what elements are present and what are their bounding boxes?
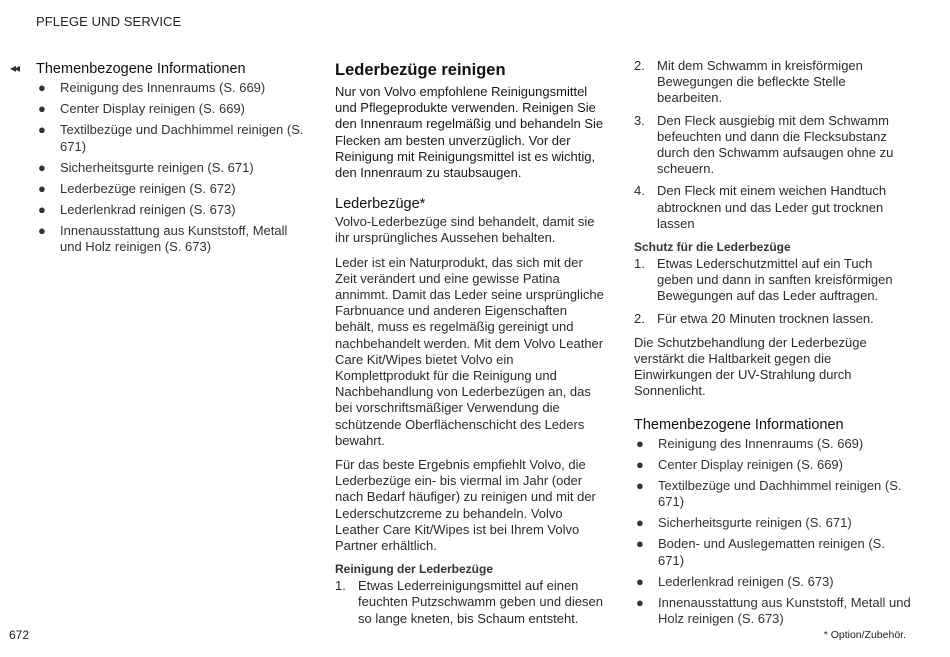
cleaning-steps [335,578,607,627]
bullet-icon: ● [636,477,644,493]
related-link[interactable]: ● Sicherheitsgurte reinigen (S. 671) [38,159,254,175]
related-link[interactable]: ● Lederlenkrad reinigen (S. 673) [38,201,236,217]
right-column [634,58,912,632]
left-related-panel [36,58,308,260]
related-link[interactable]: ● Reinigung des Innenraums (S. 669) [636,435,864,451]
bullet-icon: ● [636,594,644,610]
bullet-icon: ● [38,159,46,175]
step-item: 4. Den Fleck mit einem weichen Handtuch abtrocknen und das Leder gut trocknen lassen [634,183,887,231]
bullet-icon: ● [636,435,644,451]
paragraph: Volvo-Lederbezüge sind behandelt, damit sie ihr ursprüngliches Aussehen behalten. [335,214,595,246]
related-link[interactable]: ● Boden- und Auslegematten reinigen (S. 671) [636,536,885,568]
cleaning-steps-continued [634,58,912,232]
related-link[interactable]: ● Innenausstattung aus Kunststoff, Metall und Holz reinigen (S. 673) [636,594,911,627]
step-item: 3. Den Fleck ausgiebig mit dem Schwamm befeuchten und dann die Flecksubstanz durch den Schwamm aufsaugen ohne zu scheuern. [634,112,894,177]
related-link[interactable]: ● Center Display reinigen (S. 669) [636,456,843,472]
page-number: 672 [9,628,30,642]
bullet-icon: ● [636,536,644,552]
right-related-list [634,436,912,628]
step-item: 2. Mit dem Schwamm in kreisförmigen Bewegungen die befleckte Stelle bearbeiten. [634,58,863,106]
subheading-leather: Lederbezüge* [335,196,426,213]
left-related-list [36,80,308,256]
related-link[interactable]: ● Lederlenkrad reinigen (S. 673) [636,573,834,589]
step-item: 1. Etwas Lederschutzmittel auf ein Tuch geben und dann in sanften kreisförmigen Bewegungen auf das Leder auftragen. [634,256,893,304]
related-link[interactable]: ● Innenausstattung aus Kunststoff, Metall und Holz reinigen (S. 673) [38,222,288,254]
main-article [335,58,607,635]
step-item: 1. Etwas Lederreinigungsmittel auf einen feuchten Putzschwamm geben und diesen so lange kneten, bis Schaum entsteht. [335,578,603,626]
footnote: * Option/Zubehör. [823,629,906,641]
protect-note: Die Schutzbehandlung der Lederbezüge verstärkt die Haltbarkeit gegen die Einwirkungen der UV-Strahlung durch Sonnenlicht. [634,334,867,399]
bullet-icon: ● [38,122,46,137]
right-related-title: Themenbezogene Informationen [634,416,844,433]
paragraph: Für das beste Ergebnis empfiehlt Volvo, die Lederbezüge ein- bis viermal im Jahr (oder nach Bedarf häufiger) zu reinigen und mit der Lederschutzcreme zu behandeln. Volvo Leather Care Kit/Wipes ist bei Ihrem Volvo Partner erhältlich. [335,457,596,554]
bullet-icon: ● [38,101,46,116]
bullet-icon: ● [636,515,644,531]
bullet-icon: ● [636,456,644,472]
related-link[interactable]: ● Textilbezüge und Dachhimmel reinigen (S. 671) [636,477,902,510]
related-link[interactable]: ● Lederbezüge reinigen (S. 672) [38,180,236,196]
intro-paragraph: Nur von Volvo empfohlene Reinigungsmittel und Pflegeprodukte verwenden. Reinigen Sie den Innenraum regelmäßig und behandeln Sie Flecken am besten unverzüglich. Vor der Reinigung mit Reinigungsmittel ist es wichtig, den Innenraum zu staubsaugen. [335,84,604,181]
bullet-icon: ● [636,573,644,589]
page-title: Lederbezüge reinigen [335,61,506,79]
left-related-title: Themenbezogene Informationen [36,61,246,77]
related-link[interactable]: ● Center Display reinigen (S. 669) [38,101,245,116]
bullet-icon: ● [38,80,46,95]
paragraph: Leder ist ein Naturprodukt, das sich mit der Zeit verändert und eine gewisse Patina annimmt. Damit das Leder seine ursprüngliche Farbnuance und anderen Eigenschaften behält, muss es regelmäßig gereinigt und nachbehandelt werden. Mit dem Volvo Leather Care Kit/Wipes bietet Volvo ein Komplettprodukt für die Reinigung und Nachbehandlung von Lederbezügen an, das bei vorschriftsmäßiger Verwendung die schützende Oberflächenschicht des Leders bewahrt. [335,254,604,448]
bullet-icon: ● [38,180,46,196]
back-arrow-icon[interactable]: ◂◂ [10,61,19,75]
protect-steps [634,256,912,327]
step-item: 2. Für etwa 20 Minuten trocknen lassen. [634,310,874,326]
bullet-icon: ● [38,201,46,217]
cleaning-heading: Reinigung der Lederbezüge [335,562,494,577]
related-link[interactable]: ● Sicherheitsgurte reinigen (S. 671) [636,515,852,531]
related-link[interactable]: ● Textilbezüge und Dachhimmel reinigen (S. 671) [38,122,304,154]
protect-heading: Schutz für die Lederbezüge [634,240,791,255]
section-header: PFLEGE UND SERVICE [36,14,182,29]
bullet-icon: ● [38,222,46,238]
related-link[interactable]: ● Reinigung des Innenraums (S. 669) [38,80,266,95]
